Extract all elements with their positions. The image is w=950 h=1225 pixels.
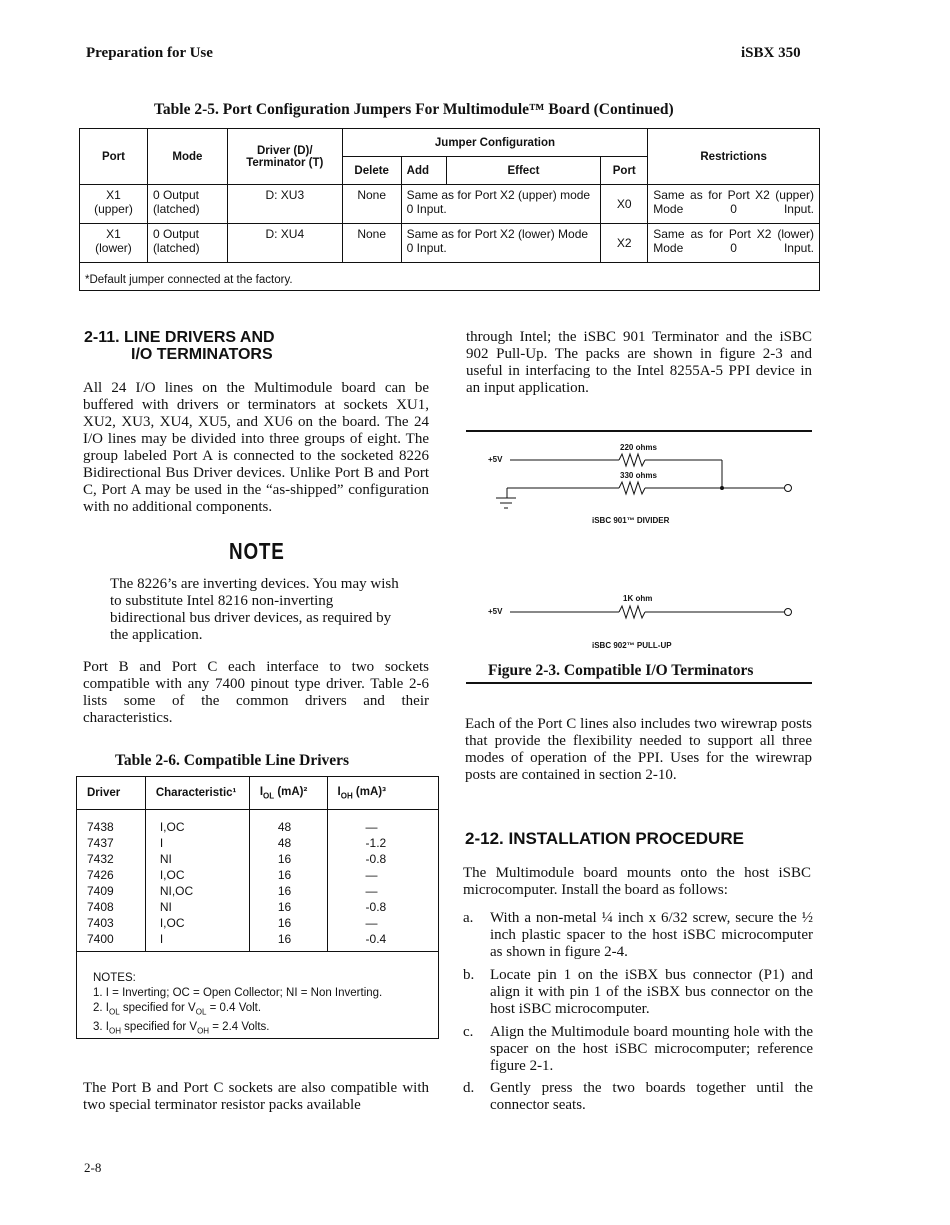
cell-port-2: X0 <box>601 185 648 224</box>
header-driver: Driver (D)/ Terminator (T) <box>227 129 342 185</box>
install-step-c <box>463 1024 813 1075</box>
section-2-11-paragraph-3: The Port B and Port C sockets are also compatible with two special terminator resistor packs available <box>83 1080 429 1113</box>
list-item: -0.4 <box>365 932 387 947</box>
step-label: b. <box>463 967 475 983</box>
header-driver: Driver <box>77 777 146 810</box>
notes-title: NOTES: <box>93 972 136 985</box>
section-2-11-heading-line1: 2-11. LINE DRIVERS AND <box>84 329 275 346</box>
column-iol <box>249 810 327 952</box>
list-item: — <box>365 868 378 883</box>
step-text: Align the Multimodule board mounting hole with the spacer on the host iSBC microcomputer; reference figure 2-1. <box>490 1024 813 1074</box>
step-text: Locate pin 1 on the iSBX bus connector (P1) and align it with pin 1 of the iSBX bus connector on the host iSBC microcomputer. <box>490 967 813 1017</box>
cell-effect: Same as for Port X2 (lower) Mode 0 Input. <box>401 224 601 263</box>
note-3: 3. $I_{OH}$ specified for $V_{OH} = 2.4$ Volts. <box>93 1020 270 1035</box>
list-item: 7432 <box>87 852 114 867</box>
note-2: 2. $I_{OL}$ specified for $V_{OL} = 0.4$ Volt. <box>93 1002 262 1017</box>
list-item: 16 <box>277 932 292 947</box>
label-220-ohms: 220 ohms <box>620 443 657 452</box>
cell-port: X1 (lower) <box>80 224 148 263</box>
list-item: 48 <box>277 820 292 835</box>
list-item: -0.8 <box>365 852 387 867</box>
header-port-2: Port <box>601 157 648 185</box>
list-item: 7437 <box>87 836 114 851</box>
list-item: 7403 <box>87 916 114 931</box>
list-item: 7426 <box>87 868 114 883</box>
header-iol: $I_{OL}$ (mA)² <box>249 777 327 810</box>
list-item: -0.8 <box>365 900 387 915</box>
cell-effect: Same as for Port X2 (upper) mode 0 Input. <box>401 185 601 224</box>
cell-delete: None <box>342 224 401 263</box>
list-item: I,OC <box>159 868 185 883</box>
column-characteristic <box>145 810 249 952</box>
cell-mode: 0 Output (latched) <box>147 224 227 263</box>
list-item: NI <box>159 900 172 915</box>
cell-delete: None <box>342 185 401 224</box>
header-mode: Mode <box>147 129 227 185</box>
list-item: 16 <box>277 852 292 867</box>
list-item: — <box>365 884 378 899</box>
step-label: a. <box>463 910 474 926</box>
label-5v-902: +5V <box>488 607 503 616</box>
list-item: I,OC <box>159 820 185 835</box>
page-number: 2-8 <box>84 1160 102 1175</box>
list-item: NI,OC <box>159 884 194 899</box>
header-effect: Effect <box>446 157 601 185</box>
list-item: 7408 <box>87 900 114 915</box>
list-item: 16 <box>277 868 292 883</box>
right-paragraph-mid: Each of the Port C lines also includes two wirewrap posts that provide the flexibility needed to support all three modes of operation of the PPI. Uses for the wirewrap posts are contained in section 2-10. <box>465 716 812 783</box>
label-isbc-902-pull-up: iSBC 902™ PULL-UP <box>592 641 672 650</box>
list-item: — <box>365 820 378 835</box>
label-isbc-901-divider: iSBC 901™ DIVIDER <box>592 516 670 525</box>
section-2-11-heading-line2: I/O TERMINATORS <box>131 346 273 363</box>
note-1: 1. I = Inverting; OC = Open Collector; NI = Non Inverting. <box>93 987 383 1000</box>
header-restrictions: Restrictions <box>648 129 820 185</box>
install-step-b <box>463 967 813 1018</box>
figure-2-3-schematic <box>466 432 812 662</box>
step-label: d. <box>463 1080 475 1096</box>
figure-2-3-caption: Figure 2-3. Compatible I/O Terminators <box>488 662 754 679</box>
header-add: Add <box>401 157 446 185</box>
table-row <box>80 224 820 263</box>
step-text: With a non-metal ¼ inch x 6/32 screw, secure the ½ inch plastic spacer to the host iSBC microcomputer as shown in figure 2-4. <box>490 910 813 960</box>
section-2-11-paragraph-2: Port B and Port C each interface to two sockets compatible with any 7400 pinout type driver. Table 2-6 lists some of the common drivers and their characteristics. <box>83 659 429 726</box>
list-item: 7409 <box>87 884 114 899</box>
list-item: I <box>159 836 164 851</box>
list-item: 16 <box>277 884 292 899</box>
table-2-5 <box>79 128 820 291</box>
install-intro-paragraph: The Multimodule board mounts onto the host iSBC microcomputer. Install the board as follows: <box>463 865 811 898</box>
column-driver <box>77 810 146 952</box>
table-2-6-caption: Table 2-6. Compatible Line Drivers <box>115 752 350 769</box>
table-notes <box>77 952 439 1039</box>
cell-port-2: X2 <box>601 224 648 263</box>
header-ioh: $I_{OH}$ (mA)³ <box>327 777 438 810</box>
list-item: NI <box>159 852 172 867</box>
running-header-right: iSBX 350 <box>741 45 801 61</box>
header-port: Port <box>80 129 148 185</box>
list-item: 48 <box>277 836 292 851</box>
install-step-a <box>463 910 813 961</box>
list-item: 16 <box>277 916 292 931</box>
header-characteristic: Characteristic¹ <box>145 777 249 810</box>
header-delete: Delete <box>342 157 401 185</box>
list-item: I <box>159 932 164 947</box>
list-item: 16 <box>277 900 292 915</box>
list-item: 7438 <box>87 820 114 835</box>
right-paragraph-top: through Intel; the iSBC 901 Terminator and the iSBC 902 Pull-Up. The packs are shown in figure 2-3 and useful in interfacing to the Intel 8255A-5 PPI device in an input application. <box>466 329 812 396</box>
label-330-ohms: 330 ohms <box>620 471 657 480</box>
junction-dot <box>720 486 724 490</box>
column-ioh <box>327 810 438 952</box>
list-item: — <box>365 916 378 931</box>
note-title: NOTE <box>229 538 285 564</box>
table-2-5-caption: Table 2-5. Port Configuration Jumpers For Multimodule™ Board (Continued) <box>154 101 674 118</box>
table-2-6 <box>76 776 439 1039</box>
step-label: c. <box>463 1024 474 1040</box>
cell-restrictions: Same as for Port X2 (lower) Mode 0 Input. <box>648 224 820 263</box>
section-2-12-heading: 2-12. INSTALLATION PROCEDURE <box>465 829 744 848</box>
table-footnote: *Default jumper connected at the factory. <box>80 263 820 291</box>
figure-bottom-rule <box>466 682 812 684</box>
label-5v-901: +5V <box>488 455 503 464</box>
list-item: I,OC <box>159 916 185 931</box>
install-step-d <box>463 1080 813 1114</box>
list-item: 7400 <box>87 932 114 947</box>
note-text: The 8226’s are inverting devices. You may wish to substitute Intel 8216 non-inverting bidirectional bus driver devices, as required by the application. <box>110 576 399 643</box>
cell-driver: D: XU4 <box>227 224 342 263</box>
section-2-11-paragraph-1: All 24 I/O lines on the Multimodule board can be buffered with drivers or terminators at sockets XU1, XU2, XU3, XU4, XU5, and XU6 on the board. The 24 I/O lines may be divided into three groups of eight. The group labeled Port A is connected to the socketed 8226 Bidirectional Bus Driver devices. Unlike Port B and Port C, Port A may be used in the “as-shipped” configuration with no additional components. <box>83 380 429 515</box>
list-item: -1.2 <box>365 836 387 851</box>
step-text: Gently press the two boards together until the connector seats. <box>490 1080 813 1113</box>
label-1k-ohm: 1K ohm <box>623 594 653 603</box>
running-header-left: Preparation for Use <box>86 45 213 61</box>
cell-driver: D: XU3 <box>227 185 342 224</box>
cell-mode: 0 Output (latched) <box>147 185 227 224</box>
header-jumper-configuration: Jumper Configuration <box>342 129 648 157</box>
table-row <box>80 185 820 224</box>
cell-restrictions: Same as for Port X2 (upper) Mode 0 Input. <box>648 185 820 224</box>
cell-port: X1 (upper) <box>80 185 148 224</box>
